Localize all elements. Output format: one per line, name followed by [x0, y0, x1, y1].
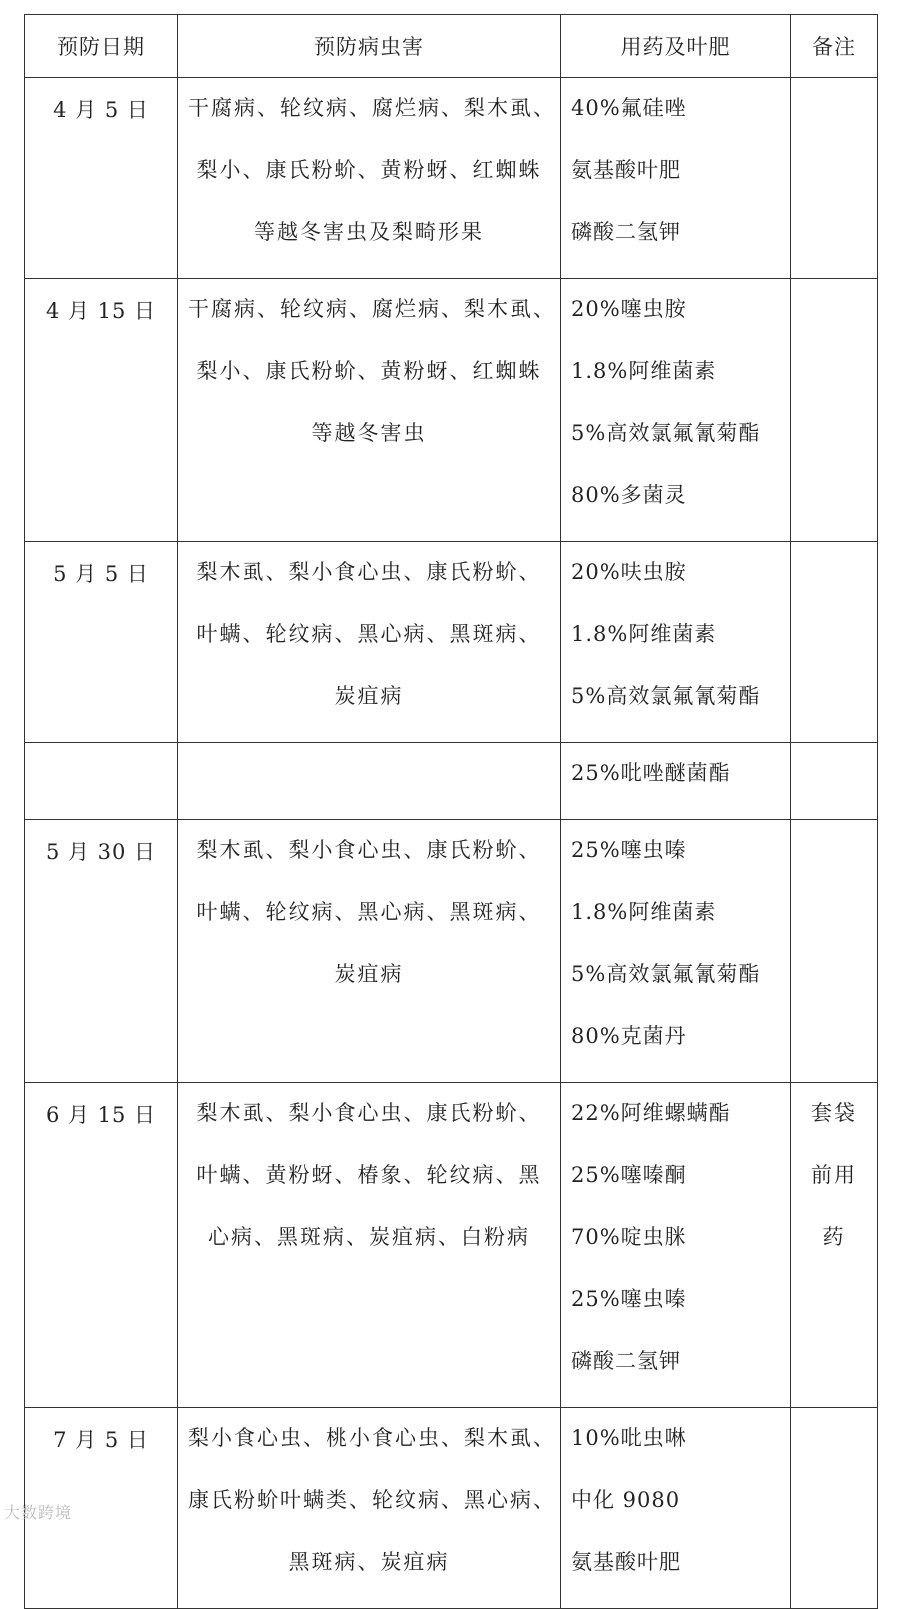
note-cell: [791, 542, 878, 743]
meds-cell: [561, 542, 791, 743]
med-line: 5%高效氯氟氰菊酯: [571, 962, 761, 986]
note-cell: [791, 820, 878, 1083]
pests-cell: [178, 1408, 561, 1609]
header-row: [25, 15, 878, 78]
pest-control-table: [24, 14, 878, 1609]
pest-line: 干腐病、轮纹病、腐烂病、梨木虱、: [188, 297, 556, 321]
med-line: 20%噻虫胺: [571, 297, 687, 321]
med-line: 1.8%阿维菌素: [571, 900, 717, 924]
note-line: 套袋: [811, 1101, 857, 1125]
med-line: 磷酸二氢钾: [571, 1349, 681, 1373]
table-row: [25, 743, 878, 820]
note-cell: [791, 78, 878, 279]
meds-cell: [561, 820, 791, 1083]
pest-line: 干腐病、轮纹病、腐烂病、梨木虱、: [188, 96, 556, 120]
pest-line: 梨小、康氏粉蚧、黄粉蚜、红蜘蛛: [196, 158, 542, 182]
header-meds: 用药及叶肥: [561, 15, 791, 78]
table-row: [25, 78, 878, 279]
med-line: 25%吡唑醚菌酯: [571, 761, 731, 785]
med-line: 70%啶虫脒: [571, 1225, 687, 1249]
med-line: 氨基酸叶肥: [571, 1550, 681, 1574]
table-row: [25, 820, 878, 1083]
note-line: 药: [822, 1225, 846, 1249]
table-row: [25, 542, 878, 743]
table-body: [25, 78, 878, 1609]
pest-line: 梨木虱、梨小食心虫、康氏粉蚧、: [196, 838, 542, 862]
med-line: 20%呋虫胺: [571, 560, 687, 584]
table-row: [25, 1083, 878, 1408]
meds-cell: [561, 279, 791, 542]
med-line: 氨基酸叶肥: [571, 158, 681, 182]
pests-cell: [178, 542, 561, 743]
meds-cell: [561, 78, 791, 279]
med-line: 5%高效氯氟氰菊酯: [571, 421, 761, 445]
note-cell: [791, 279, 878, 542]
pest-line: 梨小食心虫、桃小食心虫、梨木虱、: [188, 1426, 556, 1450]
pests-cell: [178, 743, 561, 820]
pests-cell: [178, 78, 561, 279]
med-line: 1.8%阿维菌素: [571, 359, 717, 383]
pest-line: 叶螨、轮纹病、黑心病、黑斑病、: [196, 900, 542, 924]
header-note: 备注: [791, 15, 878, 78]
med-line: 中化 9080: [571, 1488, 681, 1512]
pest-line: 等越冬害虫: [311, 421, 427, 445]
med-line: 25%噻嗪酮: [571, 1163, 687, 1187]
med-line: 25%噻虫嗪: [571, 838, 687, 862]
watermark-text: 大数跨境: [4, 1503, 73, 1522]
pest-line: 炭疽病: [334, 962, 404, 986]
pest-line: 叶螨、轮纹病、黑心病、黑斑病、: [196, 622, 542, 646]
pest-line: 康氏粉蚧叶螨类、轮纹病、黑心病、: [188, 1488, 556, 1512]
pest-line: 梨木虱、梨小食心虫、康氏粉蚧、: [196, 1101, 542, 1125]
table-row: [25, 279, 878, 542]
header-pests: 预防病虫害: [178, 15, 561, 78]
med-line: 10%吡虫啉: [571, 1426, 687, 1450]
date-cell: [25, 743, 178, 820]
med-line: 22%阿维螺螨酯: [571, 1101, 731, 1125]
med-line: 5%高效氯氟氰菊酯: [571, 684, 761, 708]
pest-line: 黑斑病、炭疽病: [288, 1550, 450, 1574]
date-cell: 4 月 5 日: [25, 78, 178, 279]
med-line: 40%氟硅唑: [571, 96, 687, 120]
note-cell: [791, 743, 878, 820]
note-cell: [791, 1083, 878, 1408]
meds-cell: [561, 1408, 791, 1609]
watermark: [4, 1500, 72, 1523]
date-cell: 5 月 5 日: [25, 542, 178, 743]
note-line: 前用: [811, 1163, 857, 1187]
note-cell: [791, 1408, 878, 1609]
med-line: 80%多菌灵: [571, 483, 687, 507]
date-cell: 6 月 15 日: [25, 1083, 178, 1408]
date-cell: 4 月 15 日: [25, 279, 178, 542]
med-line: 80%克菌丹: [571, 1024, 687, 1048]
med-line: 1.8%阿维菌素: [571, 622, 717, 646]
meds-cell: [561, 743, 791, 820]
pests-cell: [178, 279, 561, 542]
meds-cell: [561, 1083, 791, 1408]
pest-line: 梨木虱、梨小食心虫、康氏粉蚧、: [196, 560, 542, 584]
pest-line: 炭疽病: [334, 684, 404, 708]
med-line: 25%噻虫嗪: [571, 1287, 687, 1311]
pest-line: 等越冬害虫及梨畸形果: [254, 220, 484, 244]
date-cell: 7 月 5 日: [25, 1408, 178, 1609]
header-date: 预防日期: [25, 15, 178, 78]
table-row: [25, 1408, 878, 1609]
pests-cell: [178, 820, 561, 1083]
date-cell: 5 月 30 日: [25, 820, 178, 1083]
pest-line: 叶螨、黄粉蚜、椿象、轮纹病、黑: [196, 1163, 542, 1187]
pests-cell: [178, 1083, 561, 1408]
pest-line: 心病、黑斑病、炭疽病、白粉病: [208, 1225, 530, 1249]
med-line: 磷酸二氢钾: [571, 220, 681, 244]
pest-line: 梨小、康氏粉蚧、黄粉蚜、红蜘蛛: [196, 359, 542, 383]
